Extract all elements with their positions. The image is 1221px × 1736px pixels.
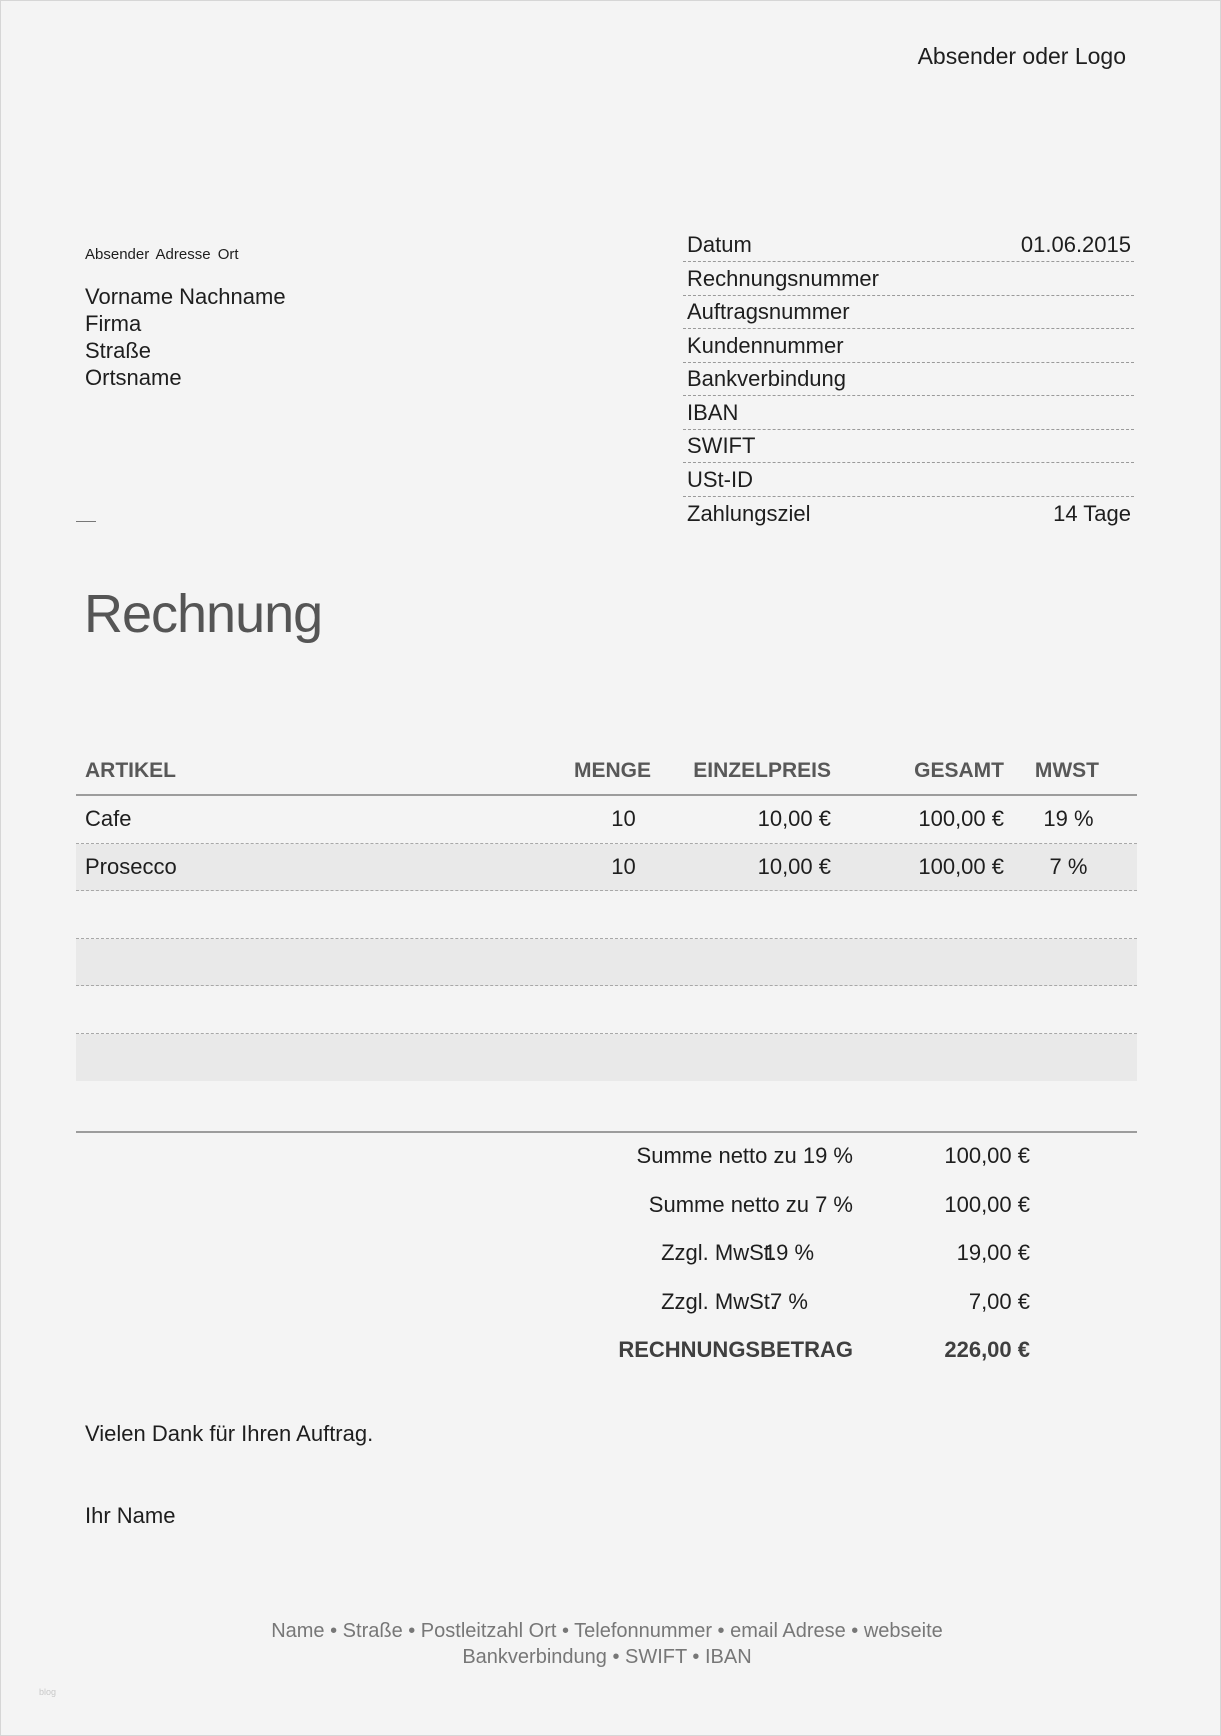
table-end-divider bbox=[76, 1131, 1137, 1133]
recipient-name: Vorname Nachname bbox=[85, 284, 286, 309]
table-row bbox=[76, 939, 1137, 987]
table-row bbox=[76, 891, 1137, 939]
header-einzelpreis: EINZELPREIS bbox=[693, 759, 831, 782]
cell-einzelpreis: 10,00 € bbox=[757, 853, 831, 879]
info-label: Bankverbindung bbox=[687, 366, 847, 391]
recipient-company: Firma bbox=[85, 311, 142, 336]
total-label: Zzgl. MwSt. bbox=[661, 1240, 776, 1265]
total-row-vat7 bbox=[501, 1287, 1041, 1336]
document-title: Rechnung bbox=[84, 584, 323, 644]
info-row-auftragsnummer bbox=[683, 296, 1134, 330]
cell-gesamt: 100,00 € bbox=[918, 853, 1004, 879]
info-value: 01.06.2015 bbox=[1020, 232, 1131, 257]
info-label: Auftragsnummer bbox=[687, 299, 850, 324]
signature-name: Ihr Name bbox=[85, 1503, 176, 1528]
watermark: blog bbox=[39, 1687, 57, 1697]
total-row-net7 bbox=[501, 1190, 1041, 1239]
info-row-rechnungsnummer bbox=[683, 262, 1134, 296]
cell-gesamt: 100,00 € bbox=[918, 806, 1004, 832]
cell-menge: 10 bbox=[611, 806, 636, 832]
grand-total-label: RECHNUNGSBETRAG bbox=[618, 1337, 853, 1362]
info-label: Zahlungsziel bbox=[687, 501, 811, 526]
info-label: Kundennummer bbox=[687, 332, 844, 358]
cell-einzelpreis: 10,00 € bbox=[757, 806, 831, 832]
recipient-street: Straße bbox=[85, 338, 152, 363]
sender-address-line: Absender Adresse Ort bbox=[85, 246, 239, 263]
total-row-grand bbox=[501, 1335, 1041, 1384]
total-value: 7,00 € bbox=[968, 1288, 1030, 1314]
cell-mwst: 19 % bbox=[1043, 806, 1094, 832]
table-row bbox=[76, 986, 1137, 1034]
line-items-table bbox=[76, 751, 1137, 1081]
cell-artikel: Cafe bbox=[85, 806, 132, 832]
total-value: 19,00 € bbox=[956, 1240, 1030, 1265]
table-row bbox=[76, 844, 1137, 892]
info-label: IBAN bbox=[687, 399, 739, 425]
info-label: USt-ID bbox=[687, 466, 753, 492]
total-label: Summe netto zu 19 % bbox=[636, 1143, 853, 1168]
total-row-net19 bbox=[501, 1141, 1041, 1190]
line-items-header bbox=[76, 751, 1137, 796]
header-artikel: ARTIKEL bbox=[85, 759, 176, 782]
info-row-iban bbox=[683, 396, 1134, 430]
total-row-vat19 bbox=[501, 1238, 1041, 1287]
header-menge: MENGE bbox=[573, 759, 651, 782]
total-rate: 19 % bbox=[763, 1240, 815, 1265]
cell-mwst: 7 % bbox=[1049, 853, 1088, 879]
fold-mark bbox=[76, 521, 96, 522]
header-gesamt: GESAMT bbox=[914, 759, 1004, 782]
total-value: 100,00 € bbox=[944, 1143, 1030, 1168]
info-label: Datum bbox=[687, 232, 752, 257]
info-row-datum bbox=[683, 230, 1134, 262]
total-label: Zzgl. MwSt. bbox=[661, 1288, 776, 1314]
info-row-zahlungsziel bbox=[683, 497, 1134, 531]
header-mwst: MWST bbox=[1034, 759, 1099, 782]
recipient-address bbox=[85, 283, 286, 391]
grand-total-value: 226,00 € bbox=[944, 1337, 1030, 1362]
footer-bank-line: Bankverbindung • SWIFT • IBAN bbox=[462, 1646, 752, 1668]
invoice-info-table bbox=[683, 230, 1134, 530]
cell-menge: 10 bbox=[611, 853, 636, 879]
cell-artikel: Prosecco bbox=[85, 853, 177, 879]
sender-logo: Absender oder Logo bbox=[917, 43, 1126, 69]
info-label: Rechnungsnummer bbox=[687, 265, 879, 291]
recipient-city: Ortsname bbox=[85, 365, 182, 390]
info-row-kundennummer bbox=[683, 329, 1134, 363]
footer bbox=[1, 1618, 1213, 1670]
table-row bbox=[76, 1034, 1137, 1082]
info-row-swift bbox=[683, 430, 1134, 464]
info-value: 14 Tage bbox=[1053, 501, 1131, 526]
thank-you-text: Vielen Dank für Ihren Auftrag. bbox=[85, 1421, 374, 1446]
totals-block bbox=[501, 1141, 1041, 1384]
total-label: Summe netto zu 7 % bbox=[648, 1191, 853, 1217]
footer-contact-line: Name • Straße • Postleitzahl Ort • Telefonnummer • email Adrese • webseite bbox=[271, 1620, 943, 1642]
table-row bbox=[76, 796, 1137, 844]
info-row-ust-id bbox=[683, 463, 1134, 497]
total-rate: 7 % bbox=[770, 1288, 808, 1314]
info-label: SWIFT bbox=[687, 433, 756, 458]
info-row-bankverbindung bbox=[683, 363, 1134, 397]
total-value: 100,00 € bbox=[944, 1191, 1030, 1217]
